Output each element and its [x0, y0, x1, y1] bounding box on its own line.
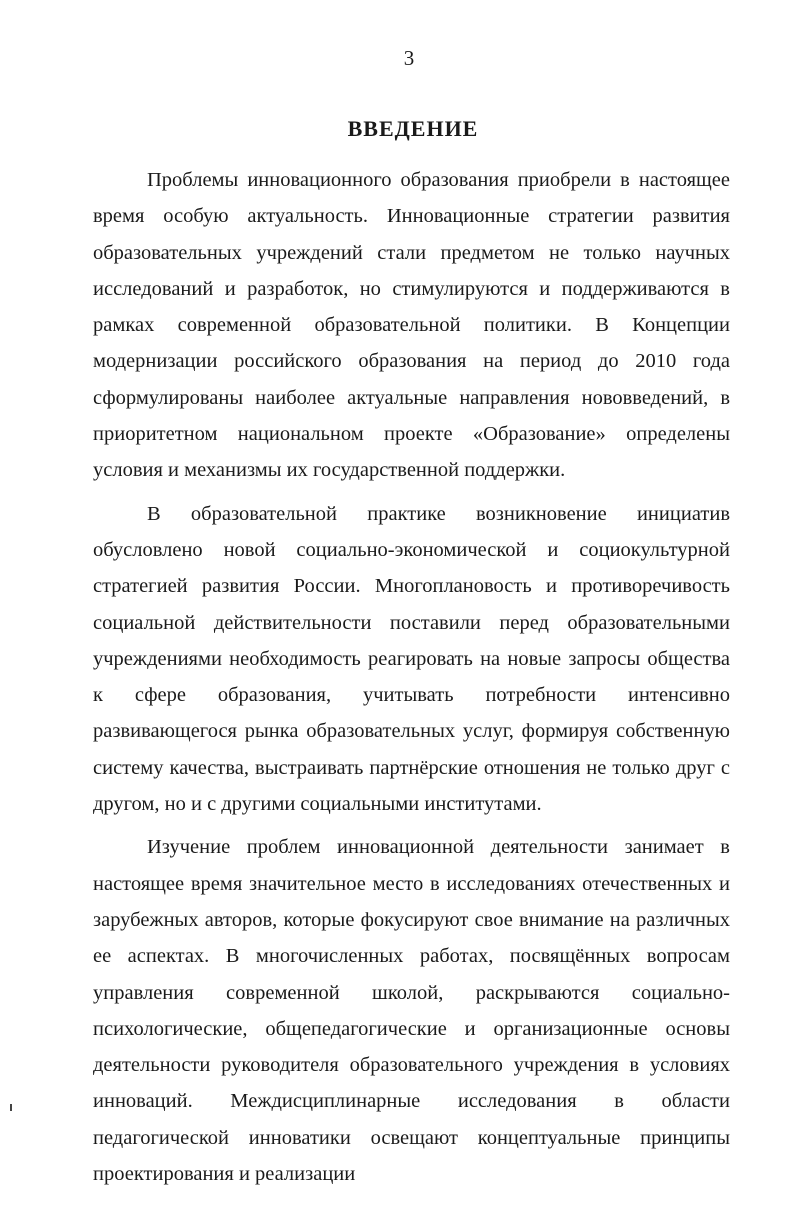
- page-number: 3: [403, 46, 415, 70]
- paragraph-2: В образовательной практике возникновение инициатив обусловлено новой социально-экономической и социокультурной стратегией развития России. Многоплановость и противоречивость социальной действительности поставили перед образовательными учреждениями необходимость реагировать на новые запросы общества к сфере образования, учитывать потребности интенсивно развивающегося рынка образовательных услуг, формируя собственную систему качества, выстраивать партнёрские отношения не только друг с другом, но и с другими социальными институтами.: [93, 502, 730, 816]
- section-heading: ВВЕДЕНИЕ: [347, 116, 479, 141]
- paragraph-3: Изучение проблем инновационной деятельности занимает в настоящее время значительное место в исследованиях отечественных и зарубежных авторов, которые фокусируют свое внимание на различных ее аспектах. В многочисленных работах, посвящённых вопросам управления современной школой, раскрываются социально-психологические, общепедагогические и организационные основы деятельности руководителя образовательного учреждения в условиях инноваций. Междисциплинарные исследования в области педагогической инноватики освещают концептуальные принципы проектирования и реализации: [93, 836, 730, 1186]
- paragraph-1: Проблемы инновационного образования приобрели в настоящее время особую актуальность. Инновационные стратегии развития образовательных учреждений стали предметом не только научных исследований и разработок, но стимулируются и поддерживаются в рамках современной образовательной политики. В Концепции модернизации российского образования на период до 2010 года сформулированы наиболее актуальные направления нововведений, в приоритетном национальном проекте «Образование» определены условия и механизмы их государственной поддержки.: [93, 169, 730, 482]
- scan-margin-mark: [10, 1104, 12, 1111]
- body-text: [93, 162, 730, 1199]
